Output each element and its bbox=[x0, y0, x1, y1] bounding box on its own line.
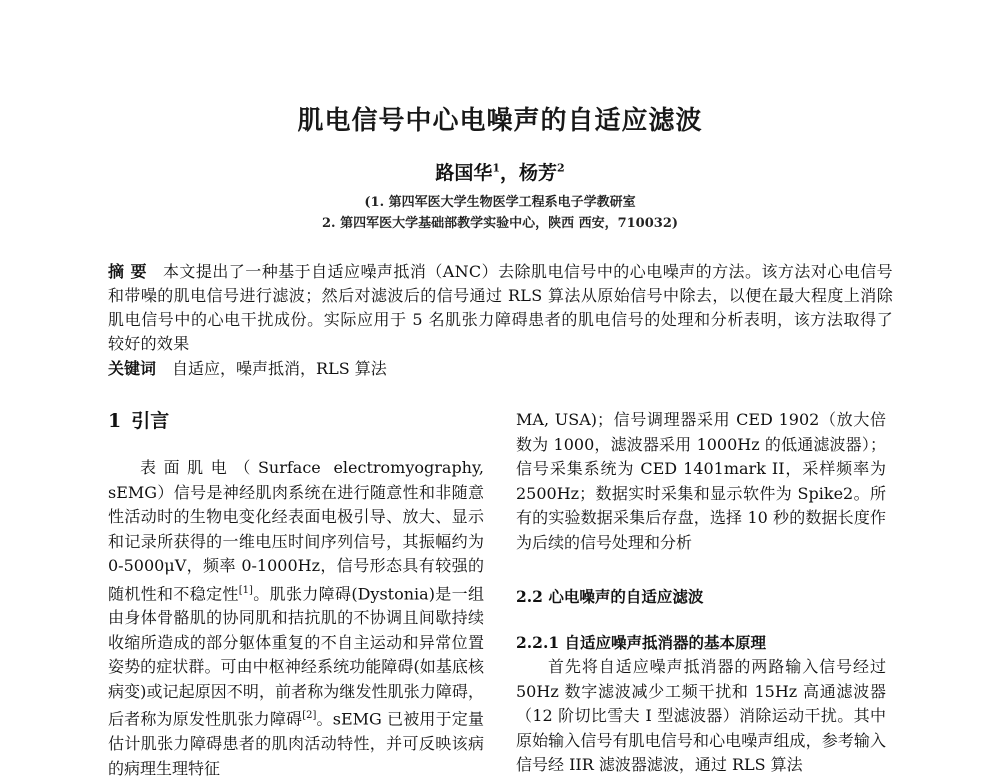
author-name: 路国华 bbox=[435, 162, 493, 184]
left-column bbox=[108, 408, 484, 781]
keywords-text: 自适应，噪声抵消，RLS 算法 bbox=[172, 359, 387, 378]
author-name: 杨芳 bbox=[519, 162, 558, 184]
author-affiliation-mark: 2 bbox=[557, 161, 565, 175]
section-title: 引言 bbox=[131, 410, 170, 432]
abstract bbox=[108, 260, 893, 356]
author-affiliation-mark: 1 bbox=[492, 161, 500, 175]
paper-title: 肌电信号中心电噪声的自适应滤波 bbox=[297, 106, 703, 136]
right-column bbox=[516, 408, 886, 778]
citation-ref[interactable]: [1] bbox=[238, 584, 253, 596]
keywords bbox=[108, 357, 387, 381]
abstract-label: 摘 要 bbox=[108, 262, 147, 281]
citation-ref[interactable]: [2] bbox=[302, 710, 317, 722]
keywords-label: 关键词 bbox=[108, 359, 157, 378]
body-paragraph: MA, USA)；信号调理器采用 CED 1902（放大倍数为 1000，滤波器采用 1000Hz 的低通滤波器）；信号采集系统为 CED 1401mark II，采样频率为 2500Hz；数据实时采集和显示软件为 Spike2。所有的实验数据采集后存盘，选择 10 秒的数据长度作为后续的信号处理和分析 bbox=[516, 410, 886, 552]
affiliation-line: 2. 第四军医大学基础部教学实验中心，陕西 西安，710032) bbox=[321, 216, 679, 231]
paragraph-text: 。sEMG 已被用于定量估计肌张力障碍患者的肌肉活动特性，并可反映该病的病理生理特征 bbox=[108, 709, 484, 778]
body-paragraph bbox=[108, 456, 484, 781]
section-number: 1 bbox=[108, 410, 122, 432]
section-heading bbox=[108, 408, 484, 434]
paragraph-text: 表面肌电（Surface electromyography, sEMG）信号是神经肌肉系统在进行随意性和非随意性活动时的生物电变化经表面电极引导、放大、显示和记录所获得的一维电压时间序列信号，其振幅约为 0-5000μV，频率 0-1000Hz，信号形态具有较强的随机性和不稳定性 bbox=[108, 458, 484, 603]
abstract-text: 本文提出了一种基于自适应噪声抵消（ANC）去除肌电信号中的心电噪声的方法。该方法对心电信号和带噪的肌电信号进行滤波；然后对滤波后的信号通过 RLS 算法从原始信号中除去，以便在最大程度上消除肌电信号中的心电干扰成份。实际应用于 5 名肌张力障碍患者的肌电信号的处理和分析表明，该方法取得了较好的效果 bbox=[108, 262, 893, 353]
paragraph-text: 。肌张力障碍(Dystonia)是一组由身体骨骼肌的协同肌和拮抗肌的不协调且间歇持续收缩所造成的部分躯体重复的不自主运动和异常位置姿势的症状群。可由中枢神经系统功能障碍(如基底核病变)或记起原因不明，前者称为继发性肌张力障碍，后者称为原发性肌张力障碍 bbox=[108, 583, 484, 729]
subsubsection-heading: 2.2.1 自适应噪声抵消器的基本原理 bbox=[516, 633, 767, 652]
affiliation-line: (1. 第四军医大学生物医学工程系电子学教研室 bbox=[364, 195, 636, 210]
body-paragraph: 首先将自适应噪声抵消器的两路输入信号经过 50Hz 数字滤波减少工频干扰和 15Hz 高通滤波器（12 阶切比雪夫 I 型滤波器）消除运动干扰。其中原始输入信号有肌电信号和心电噪声组成，参考输入信号经 IIR 滤波器滤波，通过 RLS 算法 bbox=[516, 657, 886, 774]
subsection-heading: 2.2 心电噪声的自适应滤波 bbox=[516, 587, 704, 606]
author-separator: ， bbox=[499, 162, 519, 184]
author-line bbox=[0, 158, 1000, 185]
